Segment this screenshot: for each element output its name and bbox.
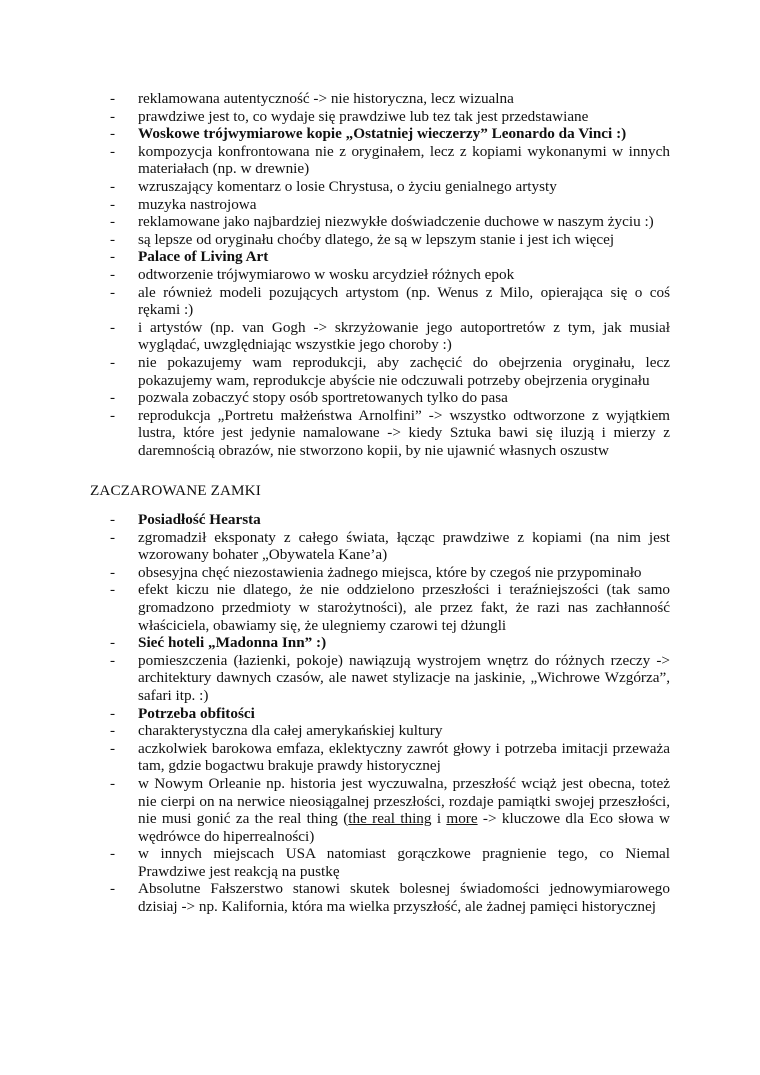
- item-text: muzyka nastrojowa: [138, 195, 257, 213]
- list-item: [110, 775, 670, 845]
- item-text: nie pokazujemy wam reprodukcji, aby zachęcić do obejrzenia oryginału, lecz pokazujemy wam, reprodukcje abyście nie odczuwali potrzeby obejrzenia oryginału: [138, 353, 670, 389]
- item-text: Absolutne Fałszerstwo stanowi skutek bolesnej świadomości jednowymiarowego dzisiaj -> np. Kalifornia, która ma wielka przyszłość, ale żadnej pamięci historycznej: [138, 880, 670, 916]
- list-item: [110, 407, 670, 460]
- item-text: zgromadził eksponaty z całego świata, łącząc prawdziwe z kopiami (na nim jest wzorowany bohater „Obywatela Kane’a): [138, 528, 670, 564]
- bullet-dash: -: [110, 142, 116, 160]
- bullet-dash: -: [110, 845, 116, 863]
- item-heading-text: Woskowe trójwymiarowe kopie „Ostatniej wieczerzy” Leonardo da Vinci :): [138, 125, 627, 143]
- item-heading-text: Posiadłość Hearsta: [138, 511, 261, 528]
- list-item: [110, 213, 670, 231]
- list-item: [110, 231, 670, 249]
- bullet-dash: -: [110, 213, 116, 231]
- list-item: [110, 389, 670, 407]
- bullet-dash: -: [110, 511, 116, 528]
- bullet-dash: -: [110, 634, 116, 652]
- list-item: [110, 143, 670, 178]
- bullet-dash: -: [110, 406, 116, 424]
- item-text: obsesyjna chęć niezostawienia żadnego miejsca, które by czegoś nie przypominało: [138, 563, 642, 581]
- item-text: charakterystyczna dla całej amerykańskiej kultury: [138, 722, 443, 740]
- list-item: [110, 581, 670, 634]
- list-item: [110, 178, 670, 196]
- list-item: [110, 354, 670, 389]
- bullet-dash: -: [110, 722, 116, 740]
- item-text: kompozycja konfrontowana nie z oryginałem, lecz z kopiami wykonanymi w innych materiałach (np. w drewnie): [138, 142, 670, 178]
- item-text: ale również modeli pozujących artystom (np. Wenus z Milo, opierająca się o coś rękami :): [138, 283, 670, 319]
- list-item: [110, 196, 670, 214]
- list-item: [110, 108, 670, 126]
- item-heading-text: Palace of Living Art: [138, 248, 269, 266]
- item-text: prawdziwe jest to, co wydaje się prawdziwe lub tez tak jest przedstawiane: [138, 107, 589, 125]
- list-item-heading: [110, 248, 670, 266]
- list-item-heading: [110, 511, 670, 529]
- item-text-part: i: [431, 810, 447, 828]
- item-text: pozwala zobaczyć stopy osób sportretowanych tylko do pasa: [138, 389, 508, 407]
- list-item: [110, 284, 670, 319]
- list-item: [110, 880, 670, 915]
- bullet-dash: -: [110, 265, 116, 283]
- bullet-dash: -: [110, 880, 116, 898]
- item-text: wzruszający komentarz o losie Chrystusa, o życiu genialnego artysty: [138, 177, 557, 195]
- list-item-heading: [110, 634, 670, 652]
- underlined-term: more: [446, 810, 478, 828]
- item-text: reklamowane jako najbardziej niezwykłe doświadczenie duchowe w naszym życiu :): [138, 213, 654, 231]
- list-item-heading: [110, 705, 670, 723]
- item-text: są lepsze od oryginału choćby dlatego, że są w lepszym stanie i jest ich więcej: [138, 230, 615, 248]
- bullet-dash: -: [110, 107, 116, 125]
- item-text-part: w Nowym Orleanie np. historia jest wyczuwalna, przeszłość wciąż jest obecna, toteż nie cierpi on na nerwice nieosiągalnej przeszłości, rozdaje pamiątki swojej przeszłości, nie musi gonić za the real thing (: [138, 774, 670, 828]
- item-text: odtworzenie trójwymiarowo w wosku arcydzieł różnych epok: [138, 265, 515, 283]
- list-item-heading: [110, 125, 670, 143]
- bullet-dash: -: [110, 581, 116, 599]
- underlined-term: the real thing: [348, 810, 432, 828]
- item-text: reklamowana autentyczność -> nie historyczna, lecz wizualna: [138, 90, 514, 107]
- list-item: [110, 90, 670, 108]
- bullet-dash: -: [110, 177, 116, 195]
- bullet-dash: -: [110, 739, 116, 757]
- bullet-dash: -: [110, 195, 116, 213]
- list-item: [110, 266, 670, 284]
- bullet-dash: -: [110, 230, 116, 248]
- bullet-list-section-2: [110, 511, 670, 916]
- item-text: aczkolwiek barokowa emfaza, eklektyczny zawrót głowy i potrzeba imitacji przeważa tam, gdzie bogactwu brakuje prawdy historycznej: [138, 739, 670, 775]
- item-text: w innych miejscach USA natomiast gorączkowe pragnienie tego, co Niemal Prawdziwe jest reakcją na pustkę: [138, 845, 670, 880]
- item-heading-text: Sieć hoteli „Madonna Inn” :): [138, 634, 327, 652]
- item-heading-text: Potrzeba obfitości: [138, 704, 255, 722]
- list-item: [110, 652, 670, 705]
- list-item: [110, 722, 670, 740]
- bullet-dash: -: [110, 389, 116, 407]
- list-item: [110, 564, 670, 582]
- bullet-dash: -: [110, 528, 116, 546]
- item-text: pomieszczenia (łazienki, pokoje) nawiązują wystrojem wnętrz do różnych rzeczy -> architektury dawnych czasów, ale nawet stylizacje na jaskinie, „Wichrowe Wzgórza”, safari itp. :): [138, 651, 670, 704]
- bullet-list-section-1: [110, 90, 670, 459]
- bullet-dash: -: [110, 774, 116, 792]
- list-item: [110, 845, 670, 880]
- bullet-dash: -: [110, 651, 116, 669]
- bullet-dash: -: [110, 248, 116, 266]
- section-heading: ZACZAROWANE ZAMKI: [90, 482, 261, 499]
- item-text: efekt kiczu nie dlatego, że nie oddzielono przeszłości i teraźniejszości (tak samo gromadzono przedmioty w starożytności), ale przez fakt, że razi nas zachłanność właściciela, obawiamy się, że ulegniemy czarowi tej dżungli: [138, 581, 670, 634]
- bullet-dash: -: [110, 563, 116, 581]
- bullet-dash: -: [110, 125, 116, 143]
- bullet-dash: -: [110, 353, 116, 371]
- list-item: [110, 319, 670, 354]
- bullet-dash: -: [110, 318, 116, 336]
- item-text: reprodukcja „Portretu małżeństwa Arnolfini” -> wszystko odtworzone z wyjątkiem lustra, które jest jedynie namalowane -> kiedy Sztuka bawi się iluzją i mierzy z daremnością obrazów, nie stworzono kopii, by nie ujawnić własnych oszustw: [138, 406, 670, 459]
- list-item: [110, 529, 670, 564]
- bullet-dash: -: [110, 283, 116, 301]
- item-text: [138, 775, 670, 845]
- bullet-dash: -: [110, 90, 116, 107]
- list-item: [110, 740, 670, 775]
- bullet-dash: -: [110, 704, 116, 722]
- item-text: i artystów (np. van Gogh -> skrzyżowanie jego autoportretów z tym, jak musiał wyglądać, uwzględniając wszystkie jego choroby :): [138, 318, 670, 354]
- item-text-part: -> kluczowe dla Eco słowa w wędrówce do hiperrealności): [138, 810, 670, 845]
